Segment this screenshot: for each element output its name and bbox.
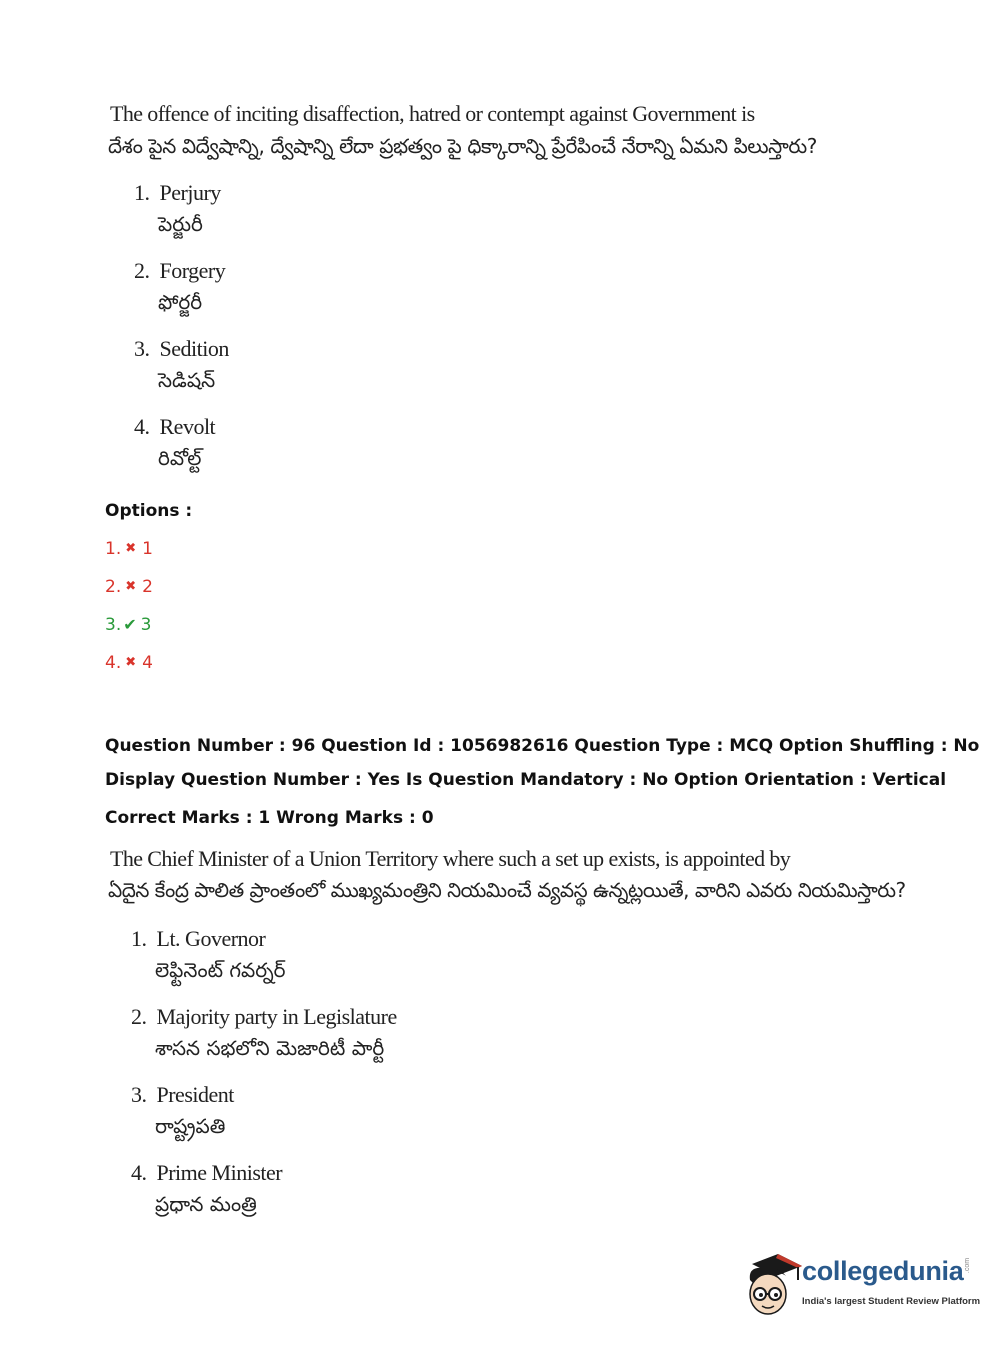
q96-choice-3-te: రాష్ట్రపతి [155, 1114, 226, 1138]
q95-choice-4: 4. Revolt [134, 414, 216, 439]
options-label: Options : [105, 501, 193, 521]
collegedunia-logo [742, 1250, 981, 1322]
answer-option-1: 1. ✖ 1 [105, 539, 153, 559]
question-96-text-en: The Chief Minister of a Union Territory where such a set up exists, is appointed by [110, 846, 791, 871]
q95-choice-1: 1. Perjury [134, 180, 221, 205]
q95-choice-2: 2. Forgery [134, 258, 226, 283]
answer-option-3: 3. ✔ 3 [105, 615, 152, 635]
answer-option-2: 2. ✖ 2 [105, 577, 153, 597]
q95-choice-3-te: సెడిషన్ [158, 368, 216, 392]
q96-choice-1: 1. Lt. Governor [131, 926, 266, 951]
question-96-meta-line-1: Question Number : 96 Question Id : 1056982616 Question Type : MCQ Option Shuffling : No [105, 736, 980, 756]
answer-option-4: 4. ✖ 4 [105, 653, 153, 673]
q96-choice-4-te: ప్రధాన మంత్రి [155, 1192, 257, 1216]
q96-choice-1-te: లెఫ్టినెంట్ గవర్నర్ [155, 958, 286, 982]
question-95-text-en: The offence of inciting disaffection, hatred or contempt against Government is [110, 101, 755, 126]
logo-wordmark: collegedunia [802, 1256, 964, 1286]
q95-choice-3: 3. Sedition [134, 336, 229, 361]
q96-choice-3: 3. President [131, 1082, 234, 1107]
student-mascot-icon [742, 1250, 804, 1320]
logo-tagline: India's largest Student Review Platform [802, 1296, 981, 1307]
wrong-icon: ✖ [125, 541, 137, 556]
logo-domain-suffix: .com [964, 1257, 972, 1274]
q96-choice-2-te: శాసన సభలోని మెజారిటీ పార్టీ [155, 1036, 385, 1060]
question-95-text-te: దేశం పైన విద్వేషాన్ని, ద్వేషాన్ని లేదా ప్రభత్వం పై ధిక్కారాన్ని ప్రేరేపించే నేరాన్ని ఏమని పిలుస్తారు? [108, 134, 817, 158]
question-96-meta-line-2: Display Question Number : Yes Is Question Mandatory : No Option Orientation : Vertical [105, 770, 947, 790]
question-96-text-te: ఏదైన కేంద్ర పాలిత ప్రాంతంలో ముఖ్యమంత్రిని నియమించే వ్యవస్థ ఉన్నట్లయితే, వారిని ఎవరు నియమిస్తారు? [108, 878, 906, 902]
check-icon: ✔ [123, 615, 137, 634]
wrong-icon: ✖ [125, 579, 137, 594]
q96-choice-2: 2. Majority party in Legislature [131, 1004, 397, 1029]
q95-choice-4-te: రివోల్ట్ [158, 446, 202, 470]
q96-choice-4: 4. Prime Minister [131, 1160, 283, 1185]
question-96-meta-line-3: Correct Marks : 1 Wrong Marks : 0 [105, 808, 434, 828]
q95-choice-2-te: ఫోర్జరీ [158, 290, 203, 314]
q95-choice-1-te: పెర్జురీ [158, 212, 203, 236]
wrong-icon: ✖ [125, 655, 137, 670]
